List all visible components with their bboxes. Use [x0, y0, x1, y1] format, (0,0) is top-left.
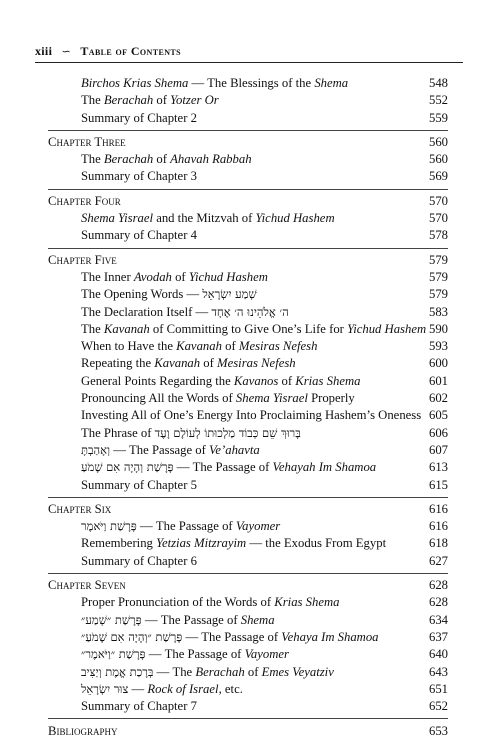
toc-entry[interactable] [48, 518, 448, 535]
toc-entry-title: Birchos Krias Shema — The Blessings of the Shema [81, 76, 349, 90]
toc-entry-page: 605 [428, 408, 448, 423]
toc-chapter-heading[interactable] [48, 252, 448, 269]
toc-entry-page: 634 [428, 612, 448, 627]
toc-entry-page: 548 [428, 76, 448, 90]
toc-entry-title: General Points Regarding the Kavanos of Krias Shema [81, 373, 361, 388]
toc-entry[interactable] [48, 477, 448, 494]
toc-entry-title: Chapter Three [48, 134, 126, 149]
toc-entry-page: 560 [428, 152, 448, 167]
toc-chapter-heading[interactable] [48, 501, 448, 518]
toc-entry[interactable] [48, 321, 448, 338]
toc-entry-title: Summary of Chapter 3 [81, 169, 197, 184]
toc-entry-page: 570 [428, 211, 448, 226]
table-of-contents [48, 72, 448, 744]
toc-entry-page: 653 [428, 724, 448, 739]
toc-entry-title: The Kavanah of Committing to Give One’s Life for Yichud Hashem [81, 321, 427, 336]
toc-entry-title: Bibliography [48, 724, 118, 739]
toc-entry-page: 579 [428, 252, 448, 267]
toc-entry[interactable] [48, 168, 448, 185]
toc-entry-page: 593 [428, 339, 448, 354]
toc-entry[interactable] [48, 535, 448, 552]
toc-entry-title: The Inner Avodah of Yichud Hashem [81, 269, 268, 284]
toc-entry-page: 583 [428, 304, 448, 319]
toc-entry-page: 651 [428, 681, 448, 696]
toc-entry-title: The Berachah of Ahavah Rabbah [81, 152, 252, 167]
toc-entry[interactable] [48, 612, 448, 629]
toc-entry-title: Summary of Chapter 4 [81, 228, 197, 243]
toc-entry-page: 618 [428, 536, 448, 551]
toc-entry-title: Proper Pronunciation of the Words of Krias Shema [81, 595, 340, 610]
toc-entry[interactable] [48, 629, 448, 646]
toc-section [48, 72, 448, 131]
toc-entry[interactable] [48, 373, 448, 390]
ornament-icon: ∽ [61, 46, 72, 58]
toc-entry[interactable] [48, 269, 448, 286]
toc-entry[interactable] [48, 110, 448, 127]
running-header [35, 44, 181, 59]
toc-entry-title: Chapter Six [48, 501, 112, 516]
toc-entry-page: 613 [428, 460, 448, 475]
toc-entry-title: Summary of Chapter 2 [81, 110, 197, 125]
toc-entry[interactable] [48, 75, 448, 92]
toc-entry-title: פָּרָשַׁת וַיֹּאמֶר — The Passage of Vayomer [81, 519, 281, 534]
toc-entry[interactable] [48, 390, 448, 407]
toc-entry-page: 570 [428, 193, 448, 208]
toc-entry-title: Shema Yisrael and the Mitzvah of Yichud Hashem [81, 211, 335, 226]
toc-entry-title: The Berachah of Yotzer Or [81, 93, 219, 108]
toc-entry-page: 579 [428, 269, 448, 284]
toc-chapter-heading[interactable] [48, 193, 448, 210]
toc-entry-title: Repeating the Kavanah of Mesiras Nefesh [81, 356, 296, 371]
toc-entry-page: 627 [428, 553, 448, 568]
toc-entry-page: 579 [428, 287, 448, 302]
toc-entry-page: 652 [428, 699, 448, 714]
toc-entry[interactable] [48, 151, 448, 168]
toc-section [48, 131, 448, 190]
toc-entry[interactable] [48, 425, 448, 442]
toc-entry-title: The Declaration Itself — ה׳ אֱלֹהֵינוּ ה׳ אֶחָד [81, 304, 289, 319]
toc-entry-title: The Opening Words — שְׁמַע יִשְׂרָאֵל [81, 287, 257, 302]
toc-entry-title: Summary of Chapter 7 [81, 699, 197, 714]
toc-entry-page: 616 [428, 519, 448, 534]
toc-entry[interactable] [48, 442, 448, 459]
toc-entry-title: Pronouncing All the Words of Shema Yisrael Properly [81, 391, 355, 406]
toc-entry[interactable] [48, 664, 448, 681]
toc-entry-title: Investing All of One’s Energy Into Proclaiming Hashem’s Oneness [81, 408, 422, 423]
toc-entry-page: 552 [428, 93, 448, 108]
toc-entry[interactable] [48, 646, 448, 663]
toc-entry-page: 601 [428, 373, 448, 388]
page-title: Table of Contents [80, 44, 181, 58]
toc-entry-page: 578 [428, 228, 448, 243]
toc-entry-page: 616 [428, 501, 448, 516]
toc-entry-page: 615 [428, 477, 448, 492]
toc-section [48, 249, 448, 498]
toc-entry[interactable] [48, 355, 448, 372]
toc-entry-page: 637 [428, 629, 448, 644]
toc-section [48, 574, 448, 719]
toc-entry-page: 569 [428, 169, 448, 184]
toc-entry[interactable] [48, 594, 448, 611]
toc-entry[interactable] [48, 338, 448, 355]
toc-entry-title: Remembering Yetzias Mitzrayim — the Exodus From Egypt [81, 536, 387, 551]
toc-entry-page: 560 [428, 134, 448, 149]
toc-entry-title: וְאָהַבְתָּ — The Passage of Ve’ahavta [81, 442, 260, 457]
toc-entry[interactable] [48, 286, 448, 303]
toc-entry[interactable] [48, 681, 448, 698]
toc-entry[interactable] [48, 92, 448, 109]
toc-entry-page: 643 [428, 664, 448, 679]
toc-entry-title: פָּרָשַׁת וְהָיָה אִם שָׁמֹעַ — The Passage of Vehayah Im Shamoa [81, 460, 377, 475]
toc-entry[interactable] [48, 698, 448, 715]
toc-entry[interactable] [48, 553, 448, 570]
toc-entry-page: 606 [428, 425, 448, 440]
header-rule [35, 62, 463, 63]
toc-entry-title: Chapter Four [48, 193, 121, 208]
toc-chapter-heading[interactable] [48, 723, 448, 740]
toc-entry[interactable] [48, 459, 448, 476]
toc-entry[interactable] [48, 227, 448, 244]
toc-entry-title: בְּרָכַת אֱמֶת וְיַצִּיב — The Berachah of Emes Veyatziv [81, 664, 334, 679]
toc-entry-page: 607 [428, 442, 448, 457]
toc-entry-page: 628 [428, 578, 448, 593]
toc-entry-page: 590 [428, 321, 448, 336]
toc-entry-page: 628 [428, 595, 448, 610]
toc-entry-title: Chapter Seven [48, 578, 126, 593]
toc-entry-title: Summary of Chapter 6 [81, 553, 197, 568]
toc-chapter-heading[interactable] [48, 577, 448, 594]
toc-entry-title: פָּרָשַׁת ״שְׁמַע״ — The Passage of Shema [81, 612, 275, 627]
toc-section [48, 498, 448, 574]
toc-entry-page: 600 [428, 356, 448, 371]
toc-entry-title: The Phrase of בָּרוּךְ שֵׁם כְּבוֹד מַלְכוּתוֹ לְעוֹלָם וָעֶד [81, 425, 301, 440]
toc-entry-page: 602 [428, 391, 448, 406]
toc-entry[interactable] [48, 304, 448, 321]
toc-section [48, 190, 448, 249]
toc-entry-title: When to Have the Kavanah of Mesiras Nefesh [81, 339, 318, 354]
toc-bibliography [48, 719, 448, 743]
toc-entry-title: פָּרָשַׁת ״וַיֹּאמֶר״ — The Passage of Vayomer [81, 647, 289, 662]
page-number: xiii [35, 44, 53, 58]
toc-entry-page: 640 [428, 647, 448, 662]
toc-entry-title: צוּר יִשְׂרָאֵל — Rock of Israel, etc. [81, 681, 243, 696]
toc-entry-page: 559 [428, 110, 448, 125]
toc-entry-title: פָּרָשַׁת ״וְהָיָה אִם שָׁמֹעַ״ — The Passage of Vehaya Im Shamoa [81, 629, 379, 644]
toc-entry[interactable] [48, 407, 448, 424]
toc-entry[interactable] [48, 210, 448, 227]
toc-entry-title: Chapter Five [48, 252, 117, 267]
toc-entry-title: Summary of Chapter 5 [81, 477, 197, 492]
toc-chapter-heading[interactable] [48, 134, 448, 151]
